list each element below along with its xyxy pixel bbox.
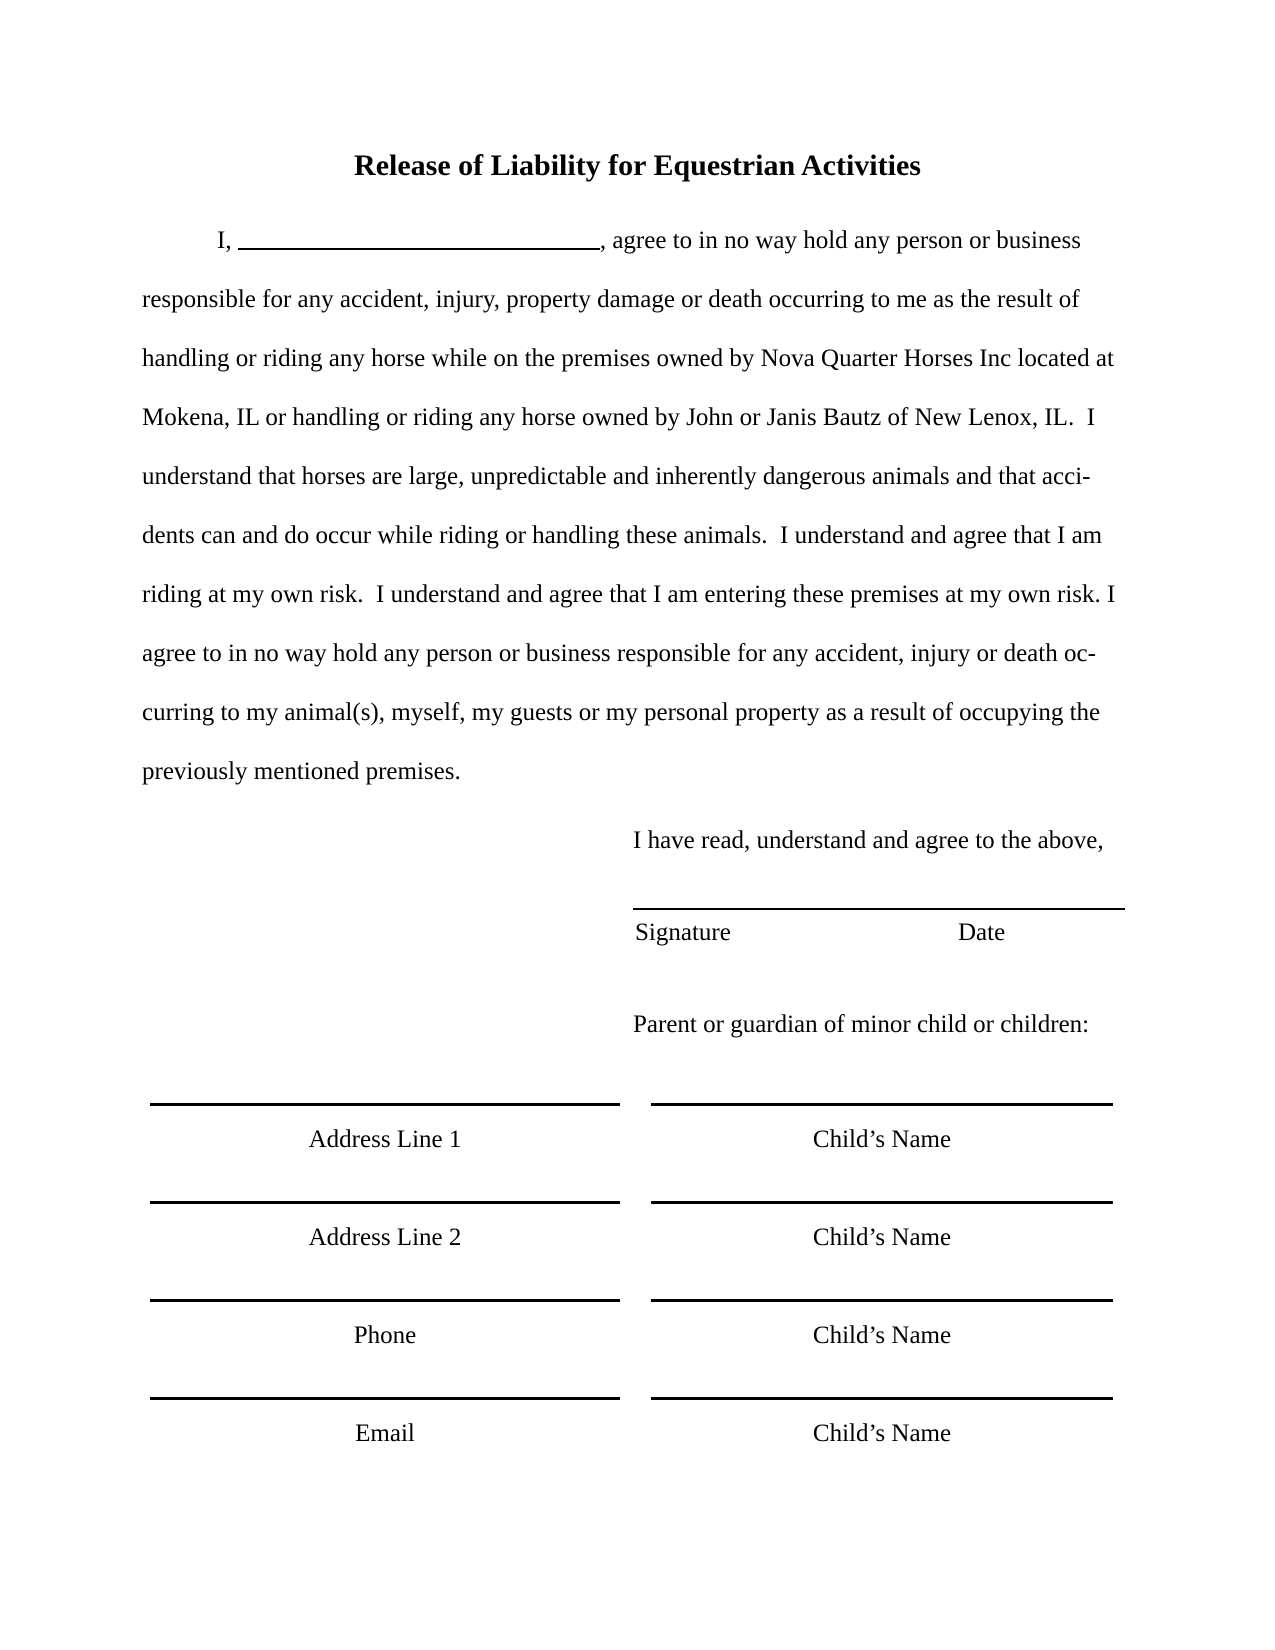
address-line-1-label: Address Line 1 — [308, 1126, 462, 1153]
guardian-heading: Parent or guardian of minor child or children: — [633, 1011, 1090, 1038]
address-line-2-label: Address Line 2 — [308, 1224, 462, 1251]
childs-name-label: Child’s Name — [812, 1322, 952, 1349]
email-field[interactable] — [150, 1397, 620, 1400]
document-title: Release of Liability for Equestrian Activities — [354, 149, 921, 182]
signature-date-field[interactable] — [633, 908, 1125, 910]
name-blank-field[interactable] — [238, 246, 600, 250]
paragraph-line: riding at my own risk. I understand and agree that I am entering these premises at my own risk. I — [142, 581, 1116, 608]
date-label: Date — [958, 919, 1006, 946]
paragraph-line: handling or riding any horse while on the premises owned by Nova Quarter Horses Inc located at — [142, 345, 1114, 372]
phone-label: Phone — [353, 1322, 417, 1349]
childs-name-label: Child’s Name — [812, 1224, 952, 1251]
line1-suffix: , agree to in no way hold any person or business — [599, 227, 1081, 254]
line1-prefix: I, — [217, 227, 238, 254]
paragraph-line: previously mentioned premises. — [142, 758, 461, 785]
childs-name-label: Child’s Name — [812, 1126, 952, 1153]
paragraph-line: understand that horses are large, unpredictable and inherently dangerous animals and that acci- — [142, 463, 1091, 490]
paragraph-line: agree to in no way hold any person or business responsible for any accident, injury or death oc- — [142, 640, 1096, 667]
childs-name-field[interactable] — [651, 1299, 1113, 1302]
childs-name-label: Child’s Name — [812, 1420, 952, 1447]
signature-label: Signature — [635, 919, 731, 946]
paragraph-line: curring to my animal(s), myself, my guests or my personal property as a result of occupying the — [142, 699, 1101, 726]
address-line-2-field[interactable] — [150, 1201, 620, 1204]
email-label: Email — [355, 1420, 415, 1447]
paragraph-line: Mokena, IL or handling or riding any horse owned by John or Janis Bautz of New Lenox, IL. I — [142, 404, 1096, 431]
paragraph-line: responsible for any accident, injury, property damage or death occurring to me as the result of — [142, 286, 1080, 313]
childs-name-field[interactable] — [651, 1103, 1113, 1106]
childs-name-field[interactable] — [651, 1201, 1113, 1204]
childs-name-field[interactable] — [651, 1397, 1113, 1400]
address-line-1-field[interactable] — [150, 1103, 620, 1106]
paragraph-line: dents can and do occur while riding or handling these animals. I understand and agree that I am — [142, 522, 1103, 549]
paragraph-line — [142, 211, 1137, 270]
liability-paragraph — [142, 211, 1137, 801]
acknowledgement-text: I have read, understand and agree to the above, — [633, 827, 1104, 854]
phone-field[interactable] — [150, 1299, 620, 1302]
